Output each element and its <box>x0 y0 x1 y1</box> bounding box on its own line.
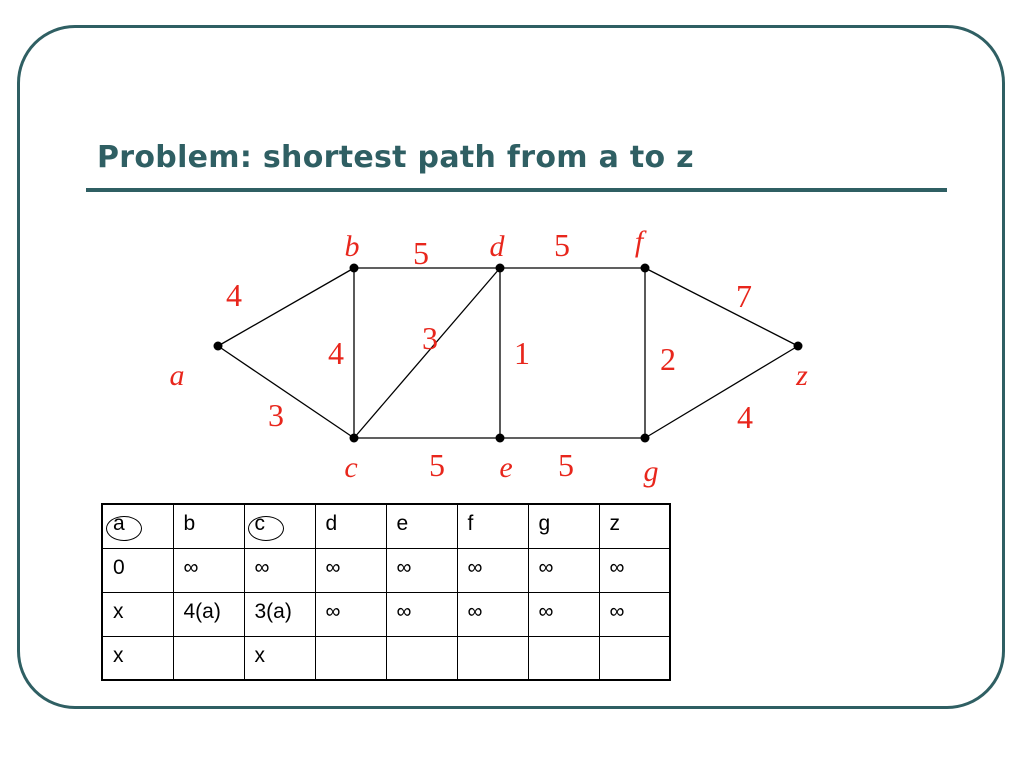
node-label-z: z <box>796 359 808 392</box>
edge-weight-g-z: 4 <box>737 399 753 435</box>
node-f <box>641 264 650 273</box>
edge-weight-b-c: 4 <box>328 335 344 371</box>
table-header-f: f <box>457 504 528 548</box>
table-cell: 0 <box>102 548 173 592</box>
table-cell: ∞ <box>315 592 386 636</box>
node-e <box>496 434 505 443</box>
edge-weight-c-e: 5 <box>429 447 445 483</box>
table-row <box>102 548 670 592</box>
table-cell <box>315 636 386 680</box>
node-label-c: c <box>344 451 358 484</box>
edge-weight-a-c: 3 <box>268 397 284 433</box>
edge-weight-f-z: 7 <box>736 278 752 314</box>
node-d <box>496 264 505 273</box>
node-label-f: f <box>634 225 644 258</box>
table-header-b: b <box>173 504 244 548</box>
edge-weight-e-g: 5 <box>558 447 574 483</box>
node-a <box>214 342 223 351</box>
node-label-d: d <box>489 230 505 263</box>
node-c <box>350 434 359 443</box>
edge-weight-f-g: 2 <box>660 341 676 377</box>
table-cell: ∞ <box>173 548 244 592</box>
table-header-row <box>102 504 670 548</box>
table-row <box>102 636 670 680</box>
table-cell: ∞ <box>386 548 457 592</box>
distance-table <box>101 503 671 681</box>
table-cell: ∞ <box>599 592 670 636</box>
node-b <box>350 264 359 273</box>
slide-title: Problem: shortest path from a to z <box>97 140 694 175</box>
table-header-e: e <box>386 504 457 548</box>
edge-weight-b-d: 5 <box>413 235 429 271</box>
node-label-b: b <box>344 230 360 263</box>
table-cell: x <box>244 636 315 680</box>
table-header-g: g <box>528 504 599 548</box>
table-cell <box>173 636 244 680</box>
table-cell <box>528 636 599 680</box>
table-cell: 3(a) <box>244 592 315 636</box>
node-label-a: a <box>169 359 185 392</box>
node-label-e: e <box>499 451 513 484</box>
table-cell: 4(a) <box>173 592 244 636</box>
table-cell: ∞ <box>528 592 599 636</box>
table-cell: ∞ <box>457 592 528 636</box>
graph-edges <box>218 268 798 438</box>
table-cell: ∞ <box>528 548 599 592</box>
edge-weight-a-b: 4 <box>226 277 242 313</box>
edge-weight-d-e: 1 <box>514 335 530 371</box>
table-cell: x <box>102 592 173 636</box>
table-header-a: a <box>102 504 173 548</box>
edge-weight-c-d: 3 <box>422 320 438 356</box>
edge-f-z <box>645 268 798 346</box>
table-header-d: d <box>315 504 386 548</box>
graph-node-labels <box>170 225 809 488</box>
table-cell: ∞ <box>386 592 457 636</box>
table-cell: ∞ <box>599 548 670 592</box>
table-cell: x <box>102 636 173 680</box>
table-cell <box>599 636 670 680</box>
edge-weight-d-f: 5 <box>554 227 570 263</box>
node-z <box>794 342 803 351</box>
table-header-z: z <box>599 504 670 548</box>
node-g <box>641 434 650 443</box>
table-cell: ∞ <box>315 548 386 592</box>
table-cell: ∞ <box>457 548 528 592</box>
graph-nodes <box>214 264 803 443</box>
table-row <box>102 592 670 636</box>
table-header-c: c <box>244 504 315 548</box>
table-cell <box>457 636 528 680</box>
table-cell <box>386 636 457 680</box>
table-cell: ∞ <box>244 548 315 592</box>
node-label-g: g <box>643 455 659 488</box>
graph-edge-weights <box>226 227 753 483</box>
